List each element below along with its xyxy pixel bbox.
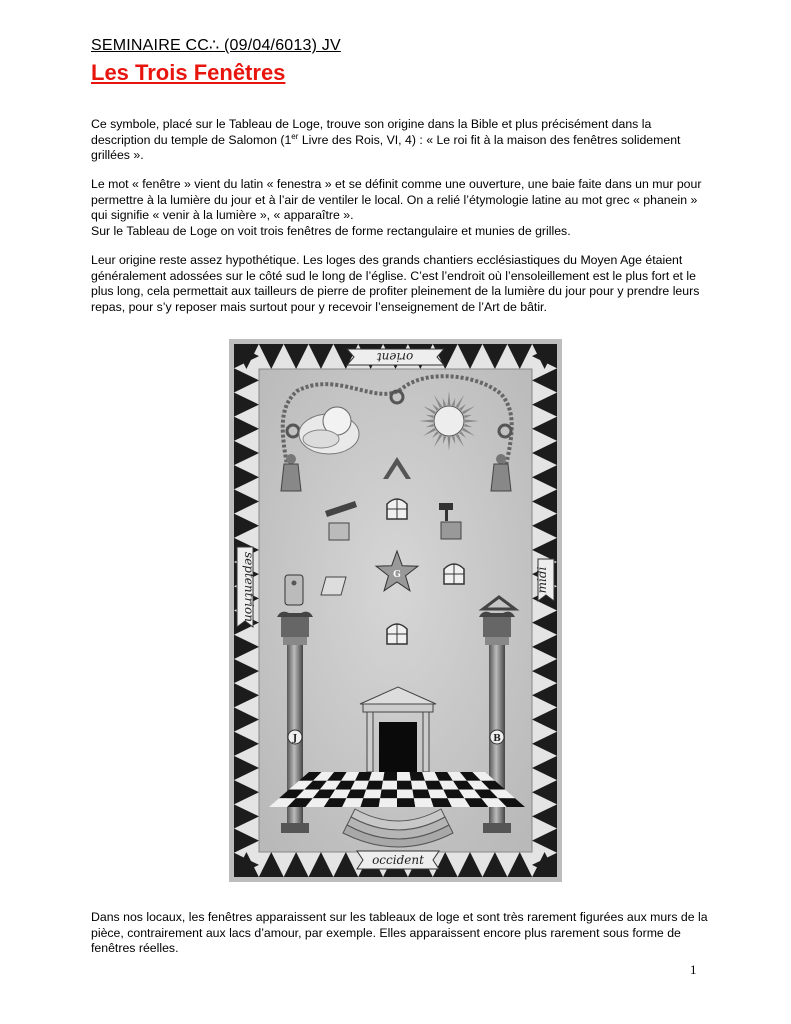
paragraph-history: Leur origine reste assez hypothétique. Les loges des grands chantiers ecclésiastiques du Moyen Age étaient généralement adossées sur le côté sud le long de l’église. C’est l’endroit où l’ensoleillement est le plus fort et le plus long, cela permettait aux tailleurs de pierre de profiter pleinement de la lumière du jour pour y prendre leurs repas, pour s’y reposer mais surtout pour y recevoir l’enseignement de l’Art de bâtir. — [91, 253, 700, 314]
page-number: 1 — [690, 962, 697, 977]
paragraph-origin-text-b: Livre des Rois, VI, 4) : « Le roi fit à la maison des fenêtres solidement grillées ». — [91, 132, 681, 163]
paragraph-locals: Dans nos locaux, les fenêtres apparaissent sur les tableaux de loge et sont très rarement figurées aux murs de la pièce, contrairement aux lacs d’amour, par exemple. Elles apparaissent encore plus rarement sous forme de fenêtres réelles. — [91, 910, 708, 956]
orient-label: orient — [376, 350, 414, 364]
pillar-j-letter: J — [292, 734, 298, 744]
pillar-b-letter: B — [493, 734, 501, 744]
mosaic-pavement — [269, 772, 525, 807]
paragraph-etymology-line: Sur le Tableau de Loge on voit trois fenêtres de forme rectangulaire et munies de grilles. — [91, 223, 571, 238]
paragraph-etymology — [91, 177, 711, 239]
window-east-icon — [444, 564, 464, 584]
document-header: SEMINAIRE CC∴ (09/04/6013) JV — [91, 37, 341, 54]
occident-label: occident — [372, 853, 424, 867]
temple-portico — [360, 687, 436, 772]
paragraph-origin-text-a: Ce symbole, placé sur le Tableau de Loge, trouve son origine dans la Bible et plus précisément dans la description du temple de Salomon (1 — [91, 117, 652, 147]
paragraph-etymology-line: Le mot « fenêtre » vient du latin « fenestra » et se définit comme une ouverture, une baie faite dans un mur pour permettre à la lumière du jour et à l’air de ventiler le local. On a relié l’étymologie latine au mot grec « phanein » qui signifie « venir à la lumière », « apparaître ». — [91, 177, 702, 223]
tableau-de-loge-image — [229, 339, 562, 882]
document-title: Les Trois Fenêtres — [91, 60, 286, 85]
midi-label: midi — [535, 566, 549, 594]
septentrion-label: septentrion — [242, 552, 256, 622]
stone-icon — [285, 575, 303, 605]
window-north-icon — [387, 499, 407, 519]
tracing-board-icon — [321, 577, 346, 595]
superscript-er: er — [291, 131, 299, 141]
window-south-icon — [387, 624, 407, 644]
temple-door — [379, 722, 417, 772]
star-letter: G — [393, 570, 401, 580]
paragraph-origin — [91, 117, 711, 164]
